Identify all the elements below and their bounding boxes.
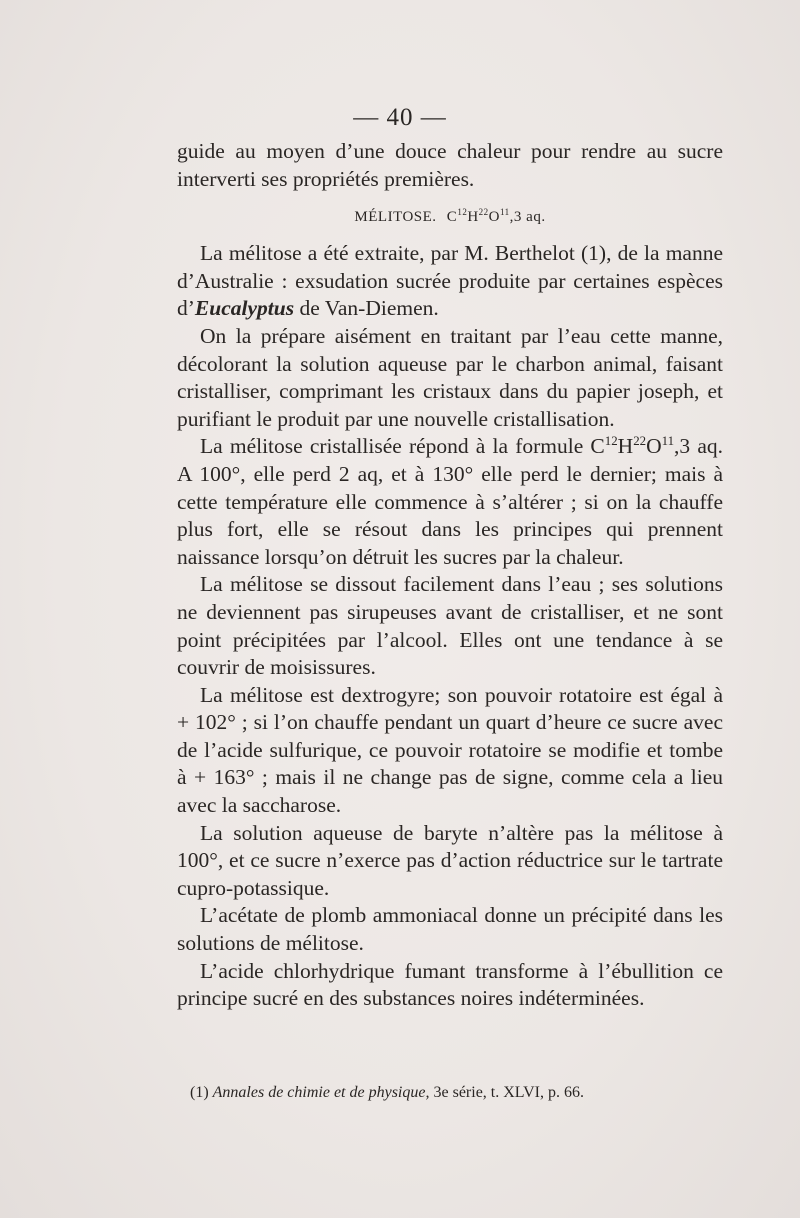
formula-sub: 22	[478, 207, 489, 218]
paragraph: La solution aqueuse de baryte n’altère pas la mélitose à 100°, et ce sucre n’exerce pas d’action réductrice sur le tartrate cupro-potassique.	[177, 820, 723, 900]
paragraph: L’acide chlorhydrique fumant transforme à l’ébullition ce principe sucré en des substances noires indéterminées.	[177, 958, 723, 1011]
body-text	[177, 138, 723, 1013]
formula-part: H	[467, 209, 479, 226]
formula-sub: 22	[633, 434, 647, 449]
text-run: La mélitose a été extraite, par M. Berthelot (1), de la manne d’Australie : exsudation sucrée produite par certaines espèces d’	[177, 241, 723, 321]
formula-part: ,3 aq.	[509, 209, 546, 226]
heading-name: MÉLITOSE.	[354, 209, 437, 226]
formula-part: O	[488, 209, 500, 226]
paragraph: L’acétate de plomb ammoniacal donne un précipité dans les solutions de mélitose.	[177, 903, 723, 956]
footnote-marker: (1)	[190, 1084, 209, 1101]
footnote-detail: 3e série, t. XLVI, p. 66.	[433, 1084, 584, 1101]
formula-part: O	[646, 434, 662, 459]
formula-sub: 11	[661, 434, 675, 449]
text-run: de Van-Diemen.	[294, 296, 439, 321]
formula-sub: 12	[457, 207, 468, 218]
footnote	[190, 1083, 710, 1103]
paragraph	[177, 240, 723, 323]
formula-part: C	[446, 209, 458, 226]
paragraph: On la prépare aisément en traitant par l’eau cette manne, décolorant la solution aqueuse par le charbon animal, faisant cristalliser, comprimant les cristaux dans du papier joseph, et purifiant le produit par une nouvelle cristallisation.	[177, 323, 723, 431]
heading-formula	[447, 209, 546, 225]
italic-term: Eucalyptus	[194, 296, 295, 321]
text-run: La mélitose cristallisée répond à la formule C	[200, 434, 605, 459]
formula-sub: 12	[604, 434, 618, 449]
page-number: — 40 —	[353, 104, 447, 131]
footnote-source: Annales de chimie et de physique,	[212, 1084, 430, 1101]
paragraph: La mélitose est dextrogyre; son pouvoir rotatoire est égal à + 102° ; si l’on chauffe pendant un quart d’heure ce sucre avec de l’acide sulfurique, ce pouvoir rotatoire se modifie et tombe à + 163° ; mais il ne change pas de signe, comme cela a lieu avec la saccharose.	[177, 682, 723, 818]
paragraph: guide au moyen d’une douce chaleur pour rendre au sucre interverti ses propriétés premières.	[177, 139, 723, 191]
text-run: ,3 aq. A 100°, elle perd 2 aq, et à 130° elle perd le dernier; mais à cette température elle commence à s’altérer ; si on la chauffe plus fort, elle se résout dans les principes qui prennent naissance lorsqu’on détruit les sucres par la chaleur.	[177, 434, 723, 569]
formula-part: H	[617, 434, 634, 459]
paragraph: La mélitose se dissout facilement dans l’eau ; ses solutions ne deviennent pas sirupeuses avant de cristalliser, et ne sont point précipitées par l’alcool. Elles ont une tendance à se couvrir de moisissures.	[177, 572, 723, 680]
section-heading	[177, 206, 723, 228]
formula-sub: 11	[500, 207, 510, 218]
paragraph	[177, 433, 723, 571]
